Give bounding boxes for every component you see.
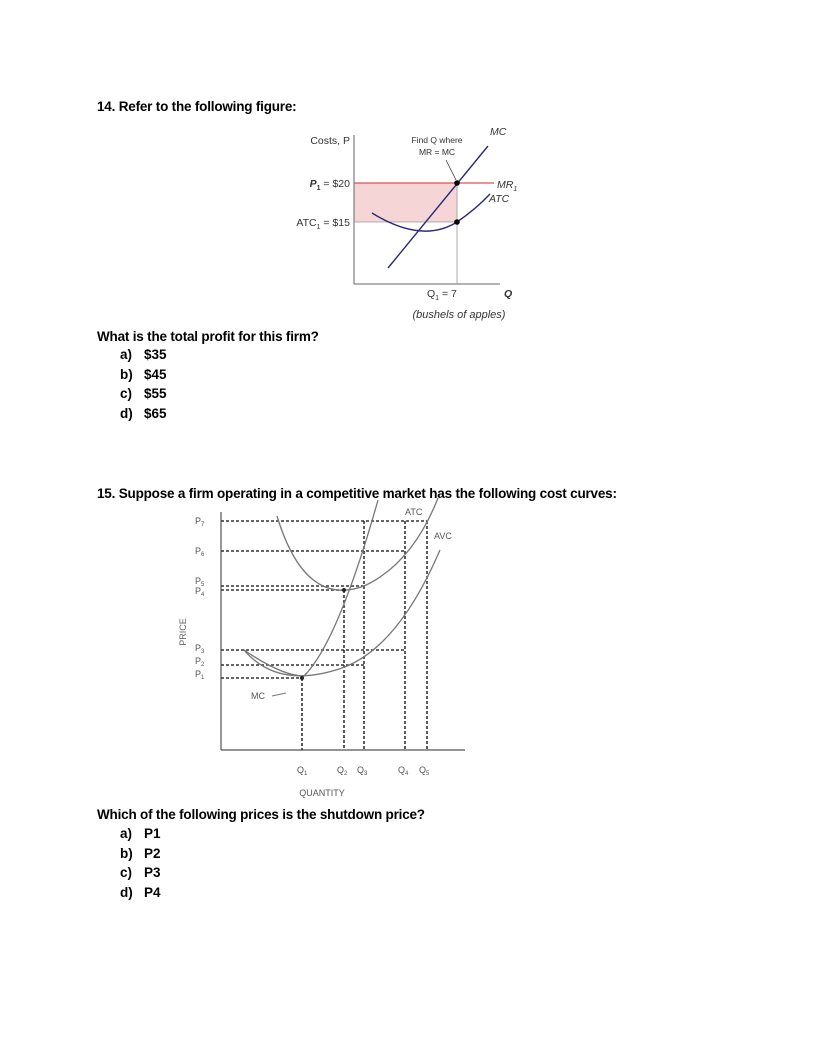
costs-axis-label: Costs, P xyxy=(310,135,350,147)
q15-option-a[interactable] xyxy=(120,824,161,844)
atc-curve-label: ATC xyxy=(405,507,423,517)
mc-curve-label: MC xyxy=(490,126,507,138)
option-text: $45 xyxy=(144,366,167,382)
q5-label: $Q_5$ xyxy=(419,765,430,777)
quantity-axis-label: QUANTITY xyxy=(299,788,345,798)
profit-figure xyxy=(0,0,816,330)
q14-option-b[interactable] xyxy=(120,365,167,385)
mr-mc-intersection-point xyxy=(454,180,460,186)
price-axis-label: PRICE xyxy=(178,618,188,646)
mc-curve-label: MC xyxy=(251,691,265,701)
question-14-title: 14. Refer to the following figure: xyxy=(97,99,297,114)
avc-curve-label: AVC xyxy=(434,531,452,541)
cost-curves-figure xyxy=(0,490,816,810)
option-letter: c) xyxy=(120,865,133,880)
q4-label: $Q_4$ xyxy=(398,765,409,777)
question-15-options xyxy=(120,824,161,902)
option-text: $35 xyxy=(144,347,167,362)
q15-option-c[interactable] xyxy=(120,863,161,883)
q2-label: $Q_2$ xyxy=(337,765,348,777)
atc-at-q1-point xyxy=(454,219,460,225)
option-letter: c) xyxy=(120,386,133,401)
q3-label: $Q_3$ xyxy=(357,765,368,777)
option-letter: d) xyxy=(120,884,133,900)
option-letter: a) xyxy=(120,347,133,362)
p1-label: $P_1$ xyxy=(195,669,205,681)
option-text: P3 xyxy=(144,865,161,880)
mc-label-leader xyxy=(272,693,286,696)
q1-label: $Q_1$ xyxy=(297,765,308,777)
question-14-prompt: What is the total profit for this firm? xyxy=(97,329,319,344)
p1-label: $P_1$ = $20 xyxy=(309,178,350,192)
p7-label: $P_7$ xyxy=(195,516,205,528)
option-text: P2 xyxy=(144,845,161,861)
p4-label: $P_4$ xyxy=(195,586,205,598)
q-axis-label: Q xyxy=(504,288,513,300)
p2-label: $P_2$ xyxy=(195,656,205,668)
p6-label: $P_6$ xyxy=(195,546,205,558)
annotation-line-2: MR = MC xyxy=(418,147,456,157)
mc-avc-min-point xyxy=(300,676,304,680)
q15-option-d[interactable] xyxy=(120,883,161,903)
atc1-label: $ATC_1$ = $15 xyxy=(296,217,350,231)
q15-option-b[interactable] xyxy=(120,844,161,864)
x-caption: (bushels of apples) xyxy=(412,309,506,321)
option-text: P4 xyxy=(144,884,161,900)
q14-option-c[interactable] xyxy=(120,384,167,404)
option-letter: b) xyxy=(120,366,133,382)
option-letter: b) xyxy=(120,845,133,861)
p5-label: $P_5$ xyxy=(195,576,205,588)
option-letter: d) xyxy=(120,405,133,421)
option-letter: a) xyxy=(120,826,133,841)
option-text: $65 xyxy=(144,405,167,421)
annotation-pointer xyxy=(446,160,456,180)
mc-atc-min-point xyxy=(342,588,346,592)
option-text: P1 xyxy=(144,826,161,841)
question-15-prompt: Which of the following prices is the shutdown price? xyxy=(97,807,425,822)
question-14-options xyxy=(120,345,167,423)
q1-label: $Q_1 = 7$ xyxy=(427,288,457,302)
avc-curve xyxy=(244,550,440,676)
q14-option-d[interactable] xyxy=(120,404,167,424)
question-15-title: 15. Suppose a firm operating in a competitive market has the following cost curves: xyxy=(97,486,617,501)
option-text: $55 xyxy=(144,386,167,401)
mr-curve-label: $MR_1$ xyxy=(497,179,518,193)
q14-option-a[interactable] xyxy=(120,345,167,365)
annotation-line-1: Find Q where xyxy=(411,135,463,145)
atc-curve-label: ATC xyxy=(489,193,510,205)
p3-label: $P_3$ xyxy=(195,643,205,655)
